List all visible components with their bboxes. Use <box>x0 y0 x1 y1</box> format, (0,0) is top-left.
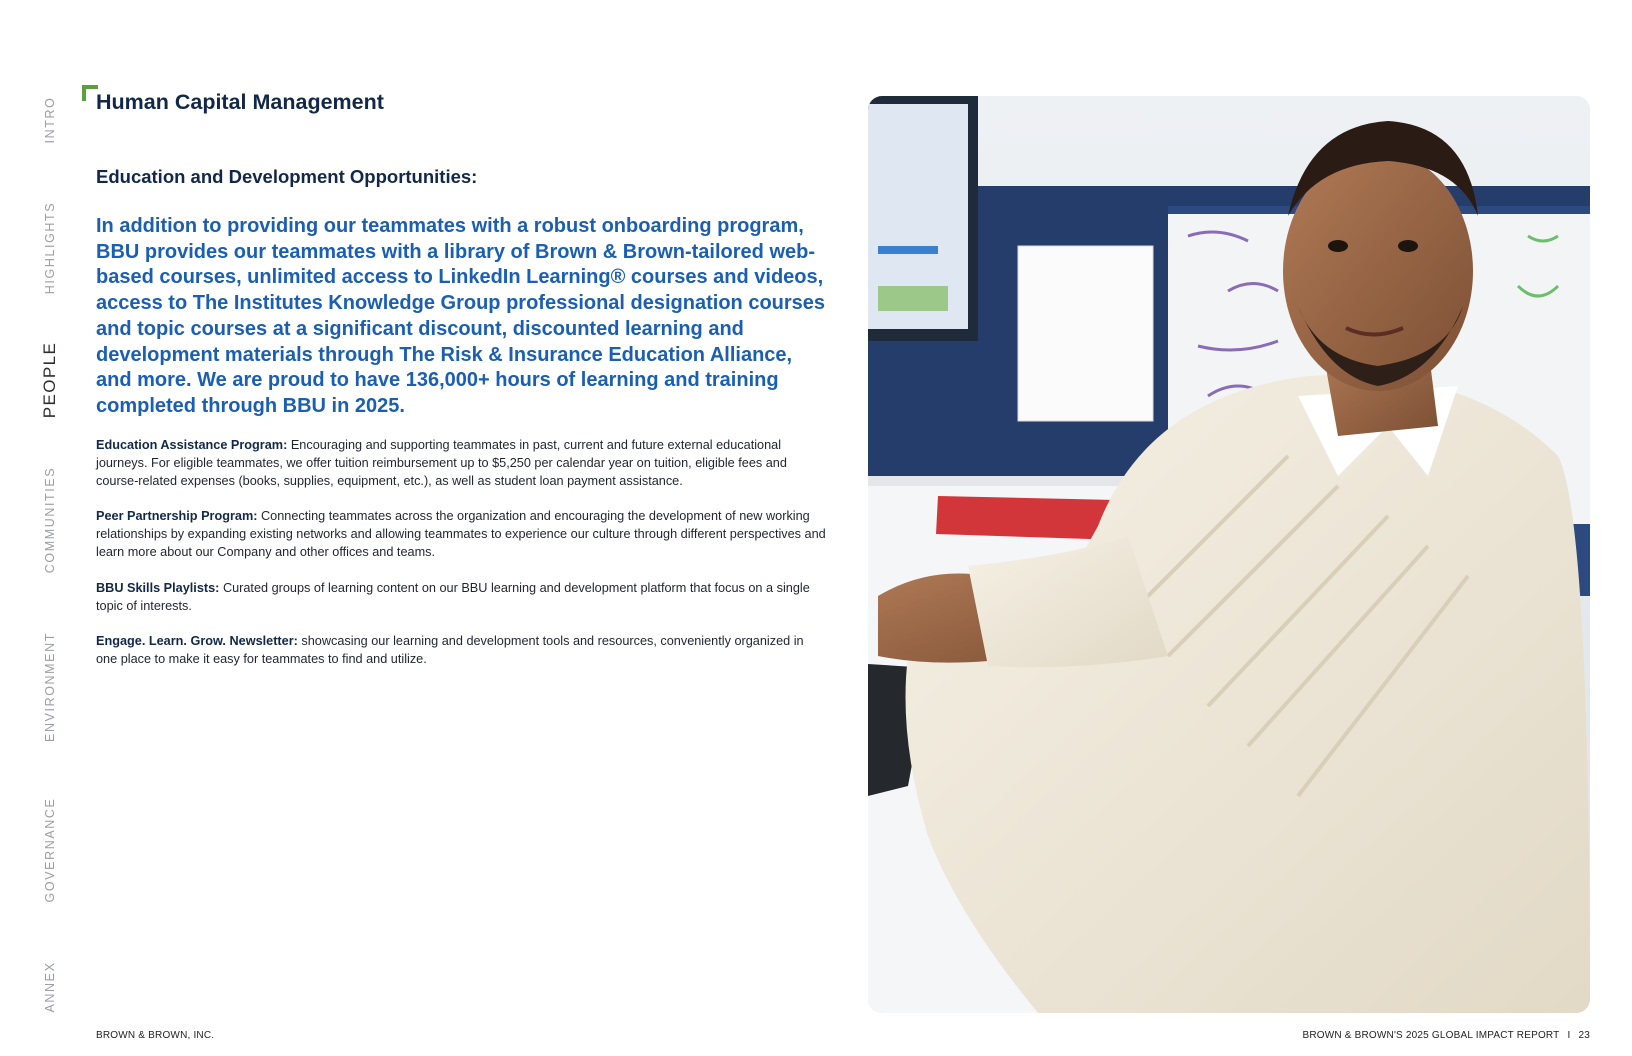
program-skills-playlists <box>96 580 826 616</box>
footer-company: BROWN & BROWN, INC. <box>96 1030 215 1041</box>
nav-item-environment[interactable]: ENVIRONMENT <box>43 632 57 742</box>
program-list <box>96 437 826 687</box>
program-description: Curated groups of learning content on our BBU learning and development platform that focus on a single topic of interests. <box>96 580 810 613</box>
program-education-assistance <box>96 437 826 490</box>
program-name: Education Assistance Program: <box>96 438 288 452</box>
program-name: Engage. Learn. Grow. Newsletter: <box>96 634 298 649</box>
program-description: showcasing our learning and development tools and resources, conveniently organized in one place to make it easy for teammates to find and utilize. <box>96 634 804 667</box>
program-newsletter <box>96 633 826 669</box>
program-name: Peer Partnership Program: <box>96 509 258 524</box>
nav-item-communities[interactable]: COMMUNITIES <box>43 466 57 574</box>
page-title: Human Capital Management <box>96 90 384 114</box>
lead-paragraph: In addition to providing our teammates with a robust onboarding program, BBU provides our teammates with a library of Brown & Brown-tailored web-based courses, unlimited access to LinkedIn Learning® courses and videos, access to The Institutes Knowledge Group professional designation courses and topic courses at a significant discount, discounted learning and development materials through The Risk & Insurance Education Alliance, and more. We are proud to have 136,000+ hours of learning and training completed through BBU in 2025. <box>96 215 826 417</box>
program-peer-partnership <box>96 508 826 561</box>
section-subtitle: Education and Development Opportunities: <box>96 166 478 187</box>
program-description: Encouraging and supporting teammates in past, current and future external educational journeys. For eligible teammates, we offer tuition reimbursement up to $5,250 per calendar year on tuition, eligible fees and course-related expenses (books, supplies, equipment, etc.), as well as student loan payment assistance. <box>96 438 787 488</box>
teammate-photo <box>868 96 1590 1013</box>
nav-item-annex[interactable]: ANNEX <box>43 961 57 1013</box>
footer-separator: I <box>1567 1030 1571 1041</box>
page-number: 23 <box>1578 1030 1590 1041</box>
program-description: Connecting teammates across the organization and encouraging the development of new working relationships by expanding existing networks and allowing teammates to experience our culture through different perspectives and learn more about our Company and other offices and teams. <box>96 509 826 559</box>
footer-report-title: BROWN & BROWN'S 2025 GLOBAL IMPACT REPORT <box>1302 1030 1560 1041</box>
nav-item-intro[interactable]: INTRO <box>43 96 57 144</box>
nav-item-governance[interactable]: GOVERNANCE <box>43 797 57 903</box>
section-nav <box>0 0 80 1056</box>
nav-item-highlights[interactable]: HIGHLIGHTS <box>43 201 57 295</box>
footer-report <box>1302 1030 1590 1041</box>
nav-item-people[interactable]: PEOPLE <box>40 341 59 419</box>
program-name: BBU Skills Playlists: <box>96 580 220 595</box>
